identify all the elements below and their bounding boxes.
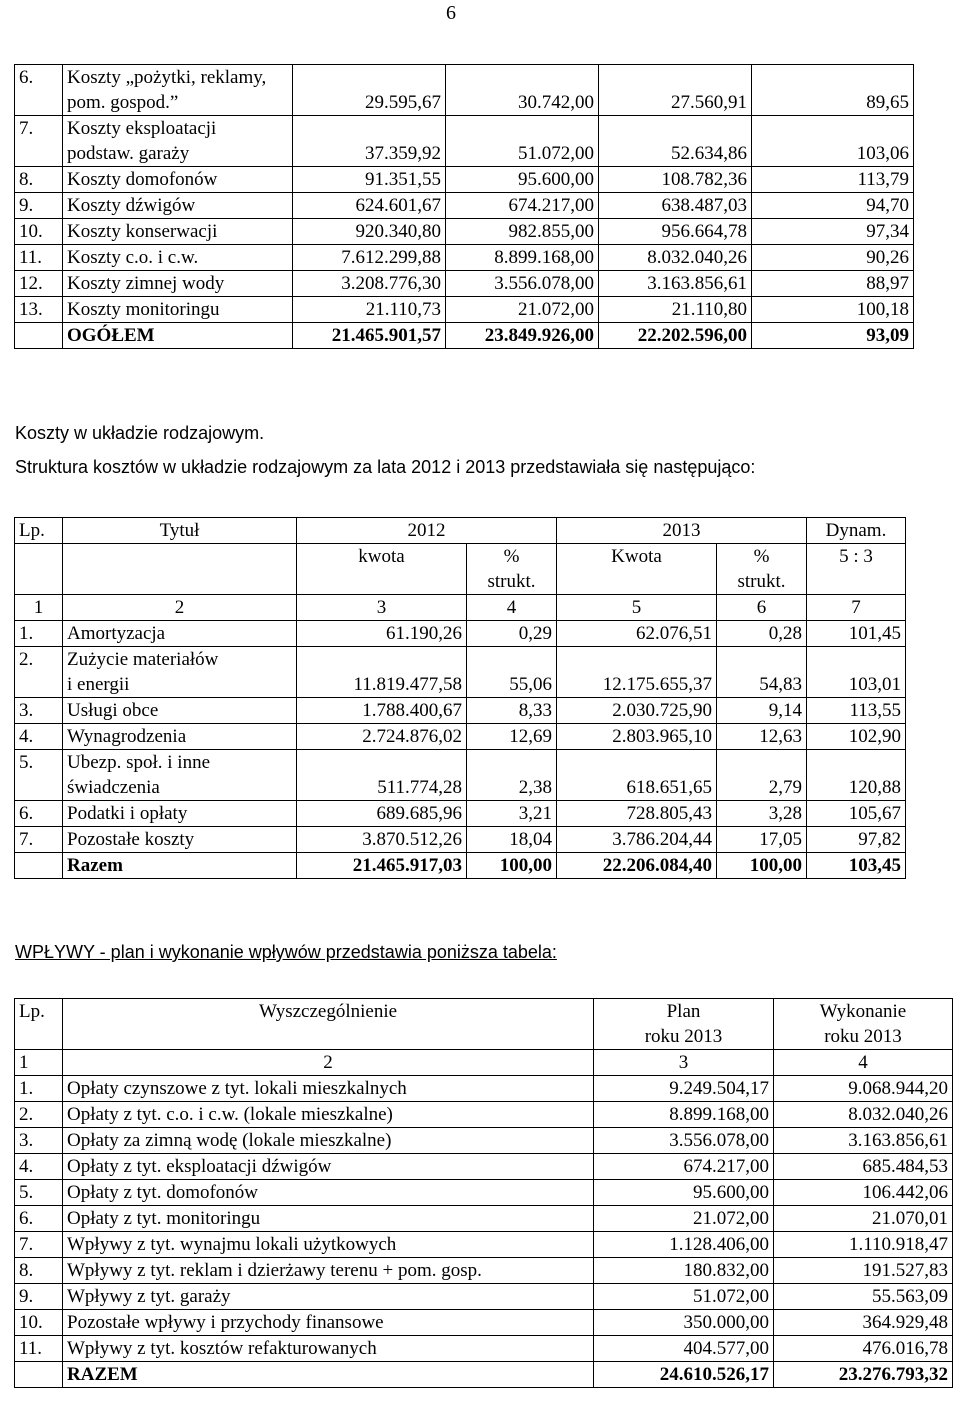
dynamics: 97,82	[807, 827, 906, 853]
total-dynamics: 103,45	[807, 853, 906, 879]
value-plan-2013: 30.742,00	[446, 65, 599, 116]
subheader-row	[15, 544, 906, 595]
pct-2013: 3,28	[717, 801, 807, 827]
dynamics: 102,90	[807, 724, 906, 750]
exec-value: 55.563,09	[774, 1284, 953, 1310]
header-row	[15, 518, 906, 544]
kwota-2012: 2.724.876,02	[297, 724, 467, 750]
value-plan-2013: 51.072,00	[446, 116, 599, 167]
row-no: 1.	[15, 1076, 63, 1102]
subheader-kwota-2012: kwota	[297, 544, 467, 595]
row-no: 4.	[15, 724, 63, 750]
row-no: 6.	[15, 1206, 63, 1232]
plan-value: 8.899.168,00	[594, 1102, 774, 1128]
exec-value: 8.032.040,26	[774, 1102, 953, 1128]
exec-value: 106.442,06	[774, 1180, 953, 1206]
total-plan: 24.610.526,17	[594, 1362, 774, 1388]
table-row	[15, 116, 914, 167]
row-name: Koszty domofonów	[63, 167, 293, 193]
pct-2012: 12,69	[467, 724, 557, 750]
column-number-row	[15, 595, 906, 621]
value-2013: 27.560,91	[599, 65, 752, 116]
row-no: 4.	[15, 1154, 63, 1180]
col-num: 4	[467, 595, 557, 621]
exec-value: 1.110.918,47	[774, 1232, 953, 1258]
table-row	[15, 750, 906, 801]
subheader-kwota-2013: Kwota	[557, 544, 717, 595]
row-no: 12.	[15, 271, 63, 297]
row-name: Koszty dźwigów	[63, 193, 293, 219]
value-2012: 37.359,92	[293, 116, 446, 167]
total-exec: 23.276.793,32	[774, 1362, 953, 1388]
exec-value: 364.929,48	[774, 1310, 953, 1336]
value-2013: 8.032.040,26	[599, 245, 752, 271]
dynamics: 105,67	[807, 801, 906, 827]
header-lp: Lp.	[15, 999, 63, 1050]
total-row	[15, 1362, 953, 1388]
value-2013: 638.487,03	[599, 193, 752, 219]
value-2012: 7.612.299,88	[293, 245, 446, 271]
value-pct: 113,79	[752, 167, 914, 193]
plan-value: 9.249.504,17	[594, 1076, 774, 1102]
value-2013: 21.110,80	[599, 297, 752, 323]
costs-table	[14, 64, 914, 349]
col-num: 1	[15, 595, 63, 621]
row-name: Opłaty z tyt. eksploatacji dźwigów	[63, 1154, 594, 1180]
row-name: Koszty zimnej wody	[63, 271, 293, 297]
row-no: 2.	[15, 647, 63, 698]
subheader-ratio: 5 : 3	[807, 544, 906, 595]
row-no: 7.	[15, 116, 63, 167]
col-num: 2	[63, 1050, 594, 1076]
total-2012: 21.465.901,57	[293, 323, 446, 349]
plan-value: 3.556.078,00	[594, 1128, 774, 1154]
page-number: 6	[446, 2, 456, 24]
subheader-pct-2012: % strukt.	[467, 544, 557, 595]
value-pct: 89,65	[752, 65, 914, 116]
plan-value: 51.072,00	[594, 1284, 774, 1310]
value-pct: 97,34	[752, 219, 914, 245]
row-no: 5.	[15, 1180, 63, 1206]
col-num: 3	[594, 1050, 774, 1076]
pct-2013: 9,14	[717, 698, 807, 724]
kwota-2013: 62.076,51	[557, 621, 717, 647]
value-2012: 29.595,67	[293, 65, 446, 116]
dynamics: 113,55	[807, 698, 906, 724]
pct-2012: 3,21	[467, 801, 557, 827]
kwota-2013: 12.175.655,37	[557, 647, 717, 698]
value-2012: 624.601,67	[293, 193, 446, 219]
kwota-2013: 3.786.204,44	[557, 827, 717, 853]
plan-value: 674.217,00	[594, 1154, 774, 1180]
value-pct: 94,70	[752, 193, 914, 219]
dynamics: 120,88	[807, 750, 906, 801]
total-row	[15, 323, 914, 349]
column-number-row	[15, 1050, 953, 1076]
kwota-2012: 61.190,26	[297, 621, 467, 647]
row-name: Pozostałe koszty	[63, 827, 297, 853]
header-2013: 2013	[557, 518, 807, 544]
table-row	[15, 1102, 953, 1128]
total-2013: 22.202.596,00	[599, 323, 752, 349]
pct-2013: 17,05	[717, 827, 807, 853]
col-num: 4	[774, 1050, 953, 1076]
table-row	[15, 1336, 953, 1362]
table-row	[15, 1076, 953, 1102]
col-num: 2	[63, 595, 297, 621]
exec-value: 9.068.944,20	[774, 1076, 953, 1102]
row-name: Opłaty z tyt. monitoringu	[63, 1206, 594, 1232]
plan-value: 180.832,00	[594, 1258, 774, 1284]
exec-value: 685.484,53	[774, 1154, 953, 1180]
plan-value: 95.600,00	[594, 1180, 774, 1206]
table-row	[15, 65, 914, 116]
row-name: Zużycie materiałów i energii	[63, 647, 297, 698]
table-row	[15, 297, 914, 323]
row-no: 2.	[15, 1102, 63, 1128]
exec-value: 476.016,78	[774, 1336, 953, 1362]
value-2012: 91.351,55	[293, 167, 446, 193]
table-row	[15, 1284, 953, 1310]
kwota-2013: 2.803.965,10	[557, 724, 717, 750]
table-row	[15, 245, 914, 271]
value-plan-2013: 8.899.168,00	[446, 245, 599, 271]
table-row	[15, 1128, 953, 1154]
kwota-2013: 618.651,65	[557, 750, 717, 801]
row-name: Amortyzacja	[63, 621, 297, 647]
value-pct: 100,18	[752, 297, 914, 323]
row-name: Opłaty za zimną wodę (lokale mieszkalne)	[63, 1128, 594, 1154]
section-intro-rodzajowy: Struktura kosztów w układzie rodzajowym za lata 2012 i 2013 przedstawiała się następująco:	[15, 457, 756, 477]
header-row	[15, 999, 953, 1050]
col-num: 3	[297, 595, 467, 621]
table-row	[15, 724, 906, 750]
row-no: 1.	[15, 621, 63, 647]
value-2013: 108.782,36	[599, 167, 752, 193]
pct-2013: 54,83	[717, 647, 807, 698]
plan-value: 21.072,00	[594, 1206, 774, 1232]
row-name: Ubezp. społ. i inne świadczenia	[63, 750, 297, 801]
section-heading-wplywy: WPŁYWY - plan i wykonanie wpływów przedstawia poniższa tabela:	[15, 942, 557, 962]
row-name: Wpływy z tyt. reklam i dzierżawy terenu + pom. gosp.	[63, 1258, 594, 1284]
pct-2012: 55,06	[467, 647, 557, 698]
value-pct: 103,06	[752, 116, 914, 167]
total-kwota-2012: 21.465.917,03	[297, 853, 467, 879]
table-row	[15, 827, 906, 853]
table-row	[15, 1310, 953, 1336]
table-row	[15, 1154, 953, 1180]
row-no: 13.	[15, 297, 63, 323]
table-row	[15, 1206, 953, 1232]
row-name: Pozostałe wpływy i przychody finansowe	[63, 1310, 594, 1336]
row-no: 7.	[15, 827, 63, 853]
header-2012: 2012	[297, 518, 557, 544]
value-2013: 52.634,86	[599, 116, 752, 167]
pct-2012: 18,04	[467, 827, 557, 853]
table-row	[15, 193, 914, 219]
kwota-2012: 3.870.512,26	[297, 827, 467, 853]
value-2012: 3.208.776,30	[293, 271, 446, 297]
row-name: Opłaty z tyt. domofonów	[63, 1180, 594, 1206]
value-plan-2013: 674.217,00	[446, 193, 599, 219]
row-no: 10.	[15, 1310, 63, 1336]
pct-2013: 12,63	[717, 724, 807, 750]
total-row	[15, 853, 906, 879]
col-num: 1	[15, 1050, 63, 1076]
kwota-2013: 2.030.725,90	[557, 698, 717, 724]
value-pct: 88,97	[752, 271, 914, 297]
table-row	[15, 1258, 953, 1284]
table-row	[15, 219, 914, 245]
row-no: 7.	[15, 1232, 63, 1258]
row-name: Wynagrodzenia	[63, 724, 297, 750]
dynamics: 101,45	[807, 621, 906, 647]
value-pct: 90,26	[752, 245, 914, 271]
table-row	[15, 167, 914, 193]
plan-value: 404.577,00	[594, 1336, 774, 1362]
plan-value: 1.128.406,00	[594, 1232, 774, 1258]
row-no: 6.	[15, 801, 63, 827]
exec-value: 191.527,83	[774, 1258, 953, 1284]
row-name: Opłaty z tyt. c.o. i c.w. (lokale mieszkalne)	[63, 1102, 594, 1128]
structure-table	[14, 517, 906, 879]
value-2013: 956.664,78	[599, 219, 752, 245]
header-dynam: Dynam.	[807, 518, 906, 544]
section-heading-rodzajowy: Koszty w układzie rodzajowym.	[15, 423, 265, 443]
value-2012: 920.340,80	[293, 219, 446, 245]
col-num: 7	[807, 595, 906, 621]
col-num: 5	[557, 595, 717, 621]
row-no: 8.	[15, 167, 63, 193]
total-label: RAZEM	[63, 1362, 594, 1388]
row-no: 3.	[15, 1128, 63, 1154]
table-row	[15, 621, 906, 647]
header-lp: Lp.	[15, 518, 63, 544]
total-label: OGÓŁEM	[63, 323, 293, 349]
row-name: Koszty „pożytki, reklamy, pom. gospod.”	[63, 65, 293, 116]
header-plan: Plan roku 2013	[594, 999, 774, 1050]
row-name: Usługi obce	[63, 698, 297, 724]
row-no: 10.	[15, 219, 63, 245]
plan-value: 350.000,00	[594, 1310, 774, 1336]
income-table	[14, 998, 953, 1388]
row-name: Koszty c.o. i c.w.	[63, 245, 293, 271]
pct-2013: 2,79	[717, 750, 807, 801]
pct-2012: 0,29	[467, 621, 557, 647]
row-no: 8.	[15, 1258, 63, 1284]
value-2012: 21.110,73	[293, 297, 446, 323]
row-name: Koszty konserwacji	[63, 219, 293, 245]
subheader-pct-2013: % strukt.	[717, 544, 807, 595]
total-pct: 93,09	[752, 323, 914, 349]
kwota-2013: 728.805,43	[557, 801, 717, 827]
total-kwota-2013: 22.206.084,40	[557, 853, 717, 879]
total-plan-2013: 23.849.926,00	[446, 323, 599, 349]
table-row	[15, 698, 906, 724]
kwota-2012: 1.788.400,67	[297, 698, 467, 724]
kwota-2012: 511.774,28	[297, 750, 467, 801]
row-no: 11.	[15, 1336, 63, 1362]
table-row	[15, 647, 906, 698]
total-pct-2013: 100,00	[717, 853, 807, 879]
table-row	[15, 1232, 953, 1258]
value-plan-2013: 3.556.078,00	[446, 271, 599, 297]
dynamics: 103,01	[807, 647, 906, 698]
table-row	[15, 271, 914, 297]
header-name: Wyszczególnienie	[63, 999, 594, 1050]
total-pct-2012: 100,00	[467, 853, 557, 879]
row-no: 9.	[15, 1284, 63, 1310]
row-name: Wpływy z tyt. kosztów refakturowanych	[63, 1336, 594, 1362]
col-num: 6	[717, 595, 807, 621]
row-no: 3.	[15, 698, 63, 724]
value-2013: 3.163.856,61	[599, 271, 752, 297]
pct-2012: 8,33	[467, 698, 557, 724]
pct-2012: 2,38	[467, 750, 557, 801]
value-plan-2013: 95.600,00	[446, 167, 599, 193]
row-name: Podatki i opłaty	[63, 801, 297, 827]
row-no: 6.	[15, 65, 63, 116]
row-name: Koszty eksploatacji podstaw. garaży	[63, 116, 293, 167]
table-row	[15, 1180, 953, 1206]
header-exec: Wykonanie roku 2013	[774, 999, 953, 1050]
row-no: 11.	[15, 245, 63, 271]
row-name: Wpływy z tyt. garaży	[63, 1284, 594, 1310]
row-name: Wpływy z tyt. wynajmu lokali użytkowych	[63, 1232, 594, 1258]
exec-value: 21.070,01	[774, 1206, 953, 1232]
exec-value: 3.163.856,61	[774, 1128, 953, 1154]
pct-2013: 0,28	[717, 621, 807, 647]
value-plan-2013: 982.855,00	[446, 219, 599, 245]
total-label: Razem	[63, 853, 297, 879]
row-no: 5.	[15, 750, 63, 801]
header-tytul: Tytuł	[63, 518, 297, 544]
kwota-2012: 11.819.477,58	[297, 647, 467, 698]
table-row	[15, 801, 906, 827]
row-no: 9.	[15, 193, 63, 219]
row-name: Koszty monitoringu	[63, 297, 293, 323]
kwota-2012: 689.685,96	[297, 801, 467, 827]
row-name: Opłaty czynszowe z tyt. lokali mieszkalnych	[63, 1076, 594, 1102]
value-plan-2013: 21.072,00	[446, 297, 599, 323]
